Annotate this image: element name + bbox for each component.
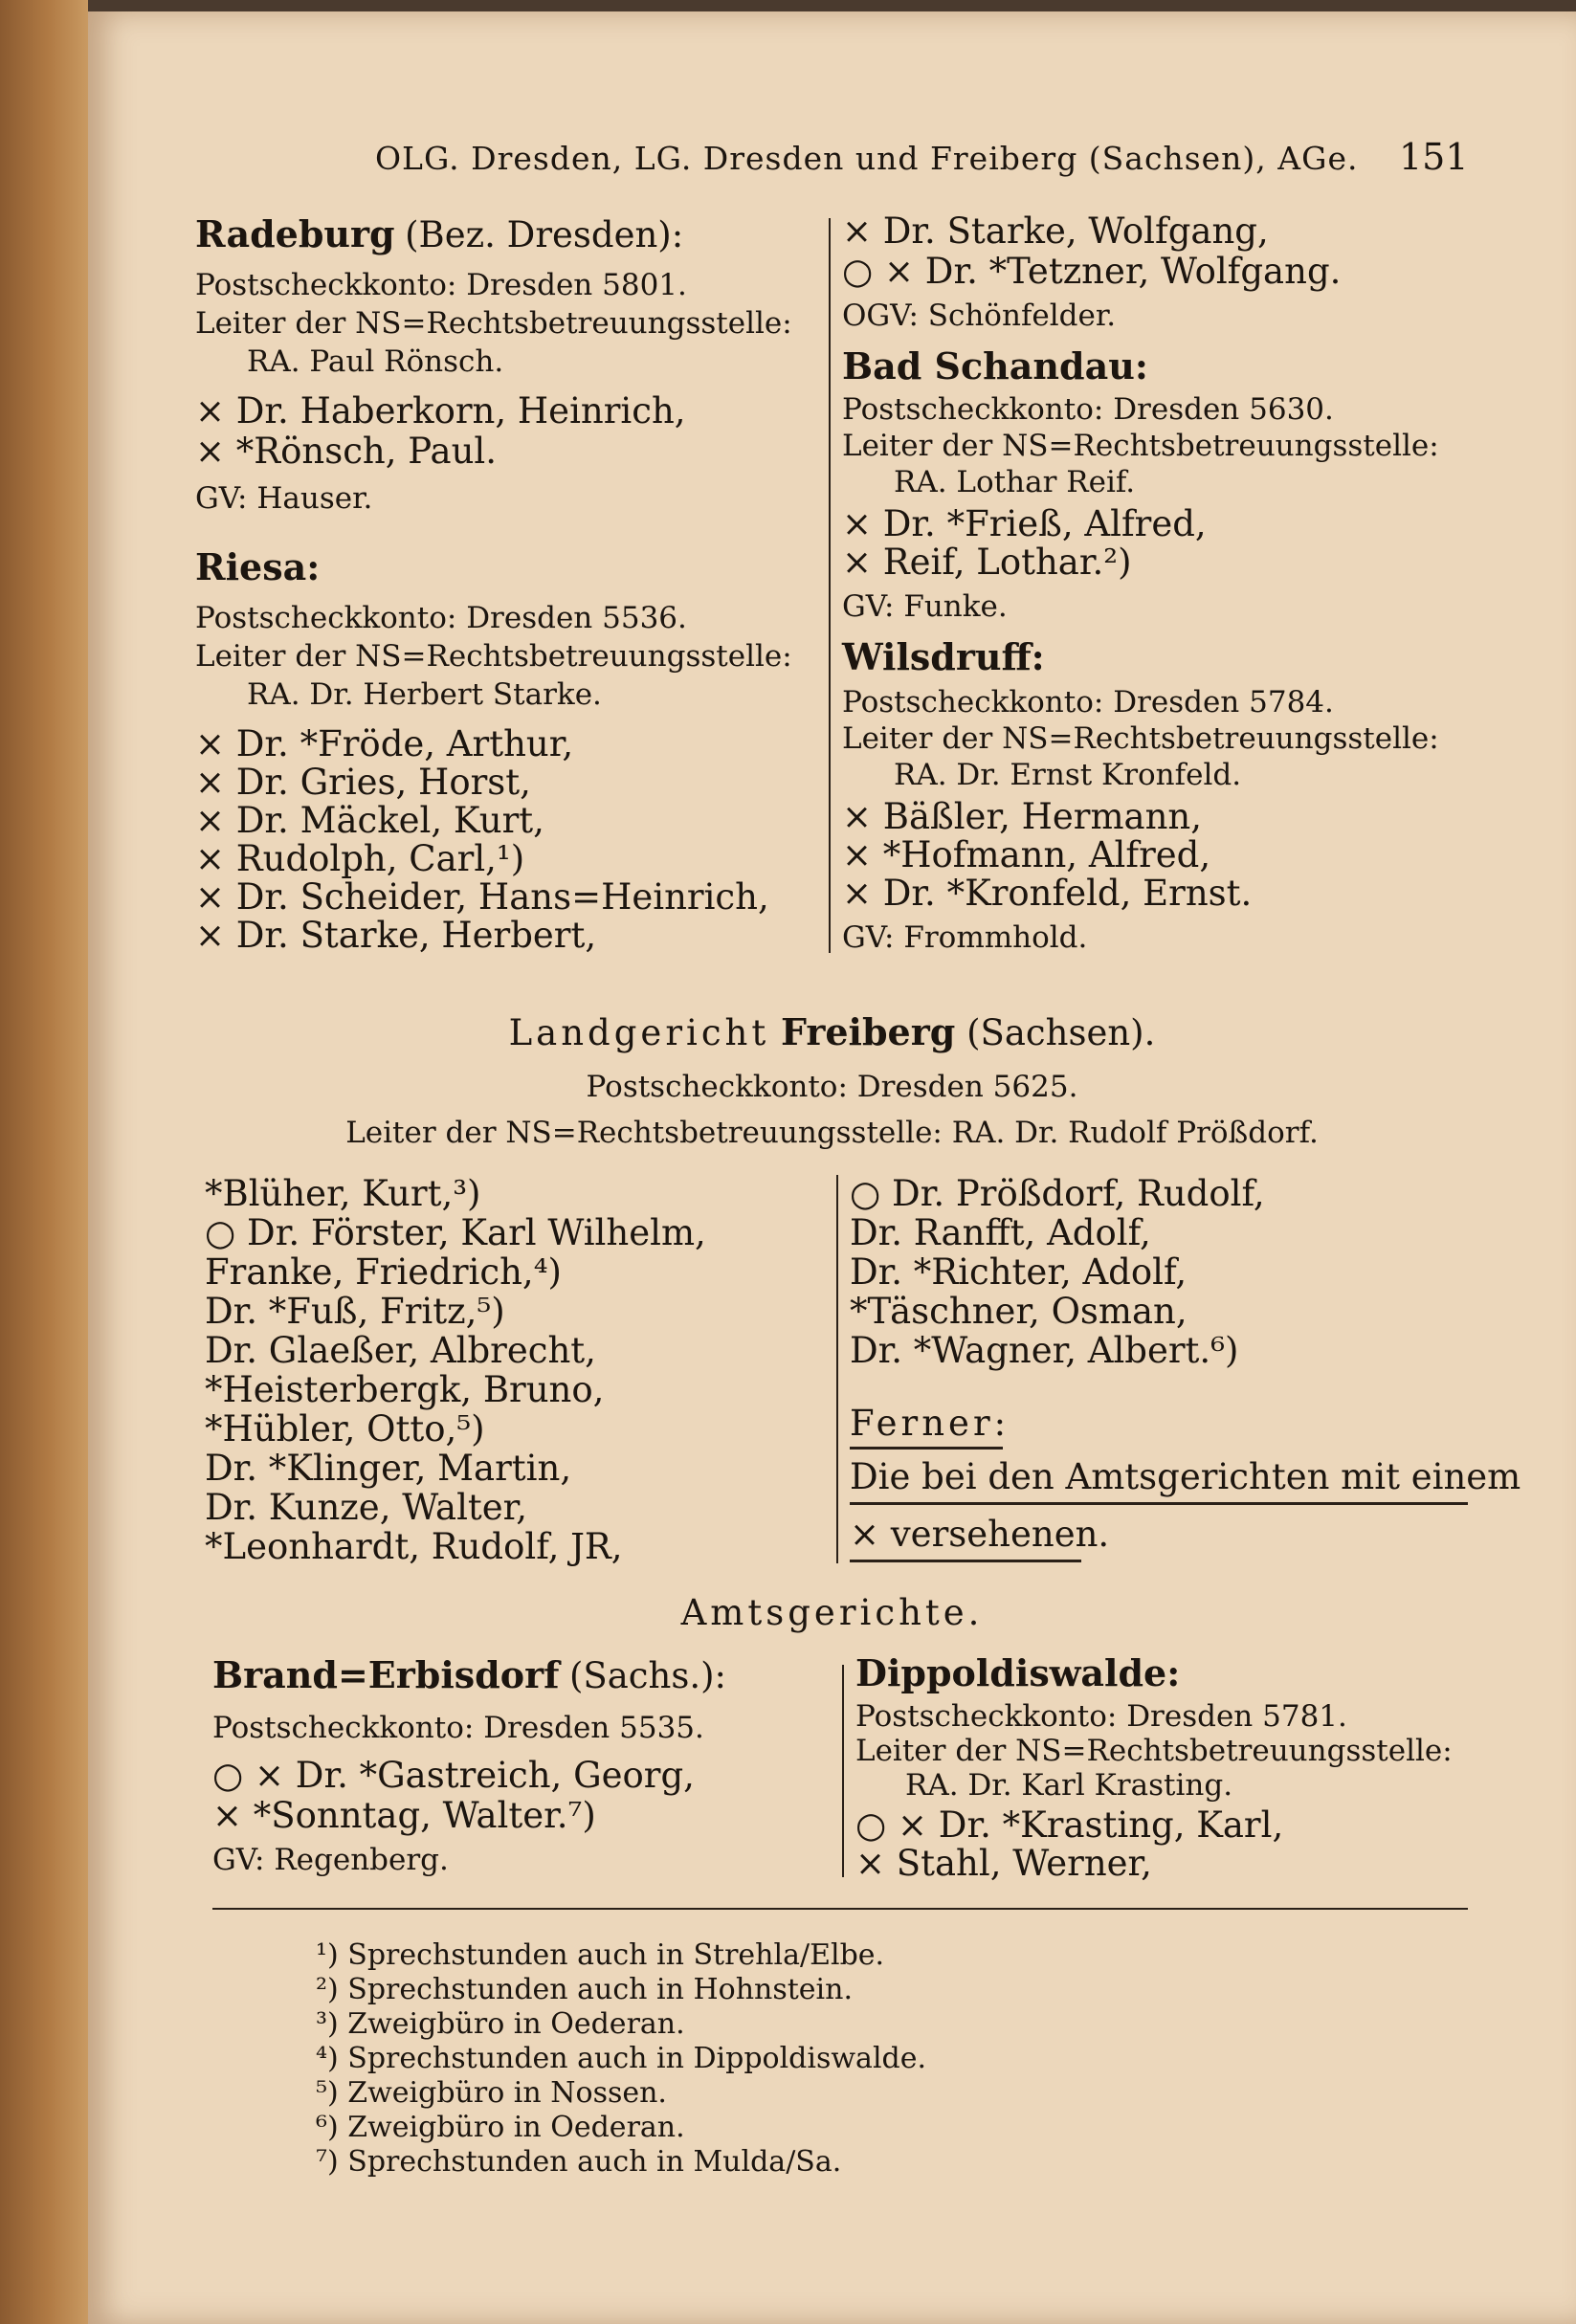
district: (Bez. Dresden):	[405, 214, 684, 255]
city-name: Freiberg	[781, 1010, 956, 1053]
lawyer-entry: × Bäßler, Hermann,	[842, 796, 1203, 837]
postcheck: Postscheckkonto: Dresden 5535.	[212, 1711, 704, 1745]
lawyer-entry: × Stahl, Werner,	[855, 1843, 1152, 1884]
lawyer-entry: *Leonhardt, Rudolf, JR,	[205, 1526, 623, 1567]
postcheck: Postscheckkonto: Dresden 5781.	[855, 1699, 1347, 1734]
lawyer-entry: ○ × Dr. *Tetzner, Wolfgang.	[842, 251, 1342, 292]
lawyer-entry: ○ Dr. Förster, Karl Wilhelm,	[205, 1212, 706, 1253]
lawyer-entry: ○ × Dr. *Gastreich, Georg,	[212, 1755, 695, 1796]
leader-label: Leiter der NS=Rechtsbetreuungsstelle:	[195, 306, 792, 341]
leader-label: Leiter der NS=Rechtsbetreuungsstelle:	[842, 721, 1439, 756]
leader-name: RA. Dr. Karl Krasting.	[905, 1768, 1233, 1803]
lawyer-entry: *Heisterbergk, Bruno,	[205, 1369, 605, 1410]
footnote: ²) Sprechstunden auch in Hohnstein.	[316, 1973, 853, 2006]
running-title: OLG. Dresden, LG. Dresden und Freiberg (Sachsen), AGe.	[375, 140, 1359, 177]
leader-name: RA. Lothar Reif.	[894, 465, 1136, 499]
landgericht-heading	[88, 1010, 1576, 1053]
lawyer-entry: × Dr. Starke, Wolfgang,	[842, 210, 1269, 252]
ferner-text: Die bei den Amtsgerichten mit einem	[850, 1456, 1521, 1497]
city-name: Brand=Erbisdorf	[212, 1653, 560, 1696]
lawyer-entry: *Hübler, Otto,⁵)	[205, 1408, 485, 1450]
lawyer-entry: *Blüher, Kurt,³)	[205, 1173, 481, 1214]
lawyer-entry: × Dr. *Fröde, Arthur,	[195, 723, 574, 764]
lawyer-entry: × Dr. Mäckel, Kurt,	[195, 800, 544, 841]
riesa-heading: Riesa:	[195, 545, 321, 588]
lawyer-entry: × Dr. Starke, Herbert,	[195, 915, 597, 956]
lawyer-entry: *Täschner, Osman,	[850, 1291, 1188, 1332]
gv: GV: Hauser.	[195, 481, 373, 516]
ogv: OGV: Schönfelder.	[842, 299, 1117, 333]
wilsdruff-heading: Wilsdruff:	[842, 635, 1045, 678]
lawyer-entry: × Dr. Gries, Horst,	[195, 762, 531, 803]
lawyer-entry: ○ × Dr. *Krasting, Karl,	[855, 1804, 1284, 1846]
postcheck: Postscheckkonto: Dresden 5630.	[842, 392, 1334, 427]
column-divider	[836, 1175, 838, 1563]
lawyer-entry: × Dr. Scheider, Hans=Heinrich,	[195, 876, 769, 918]
lawyer-entry: Dr. Glaeßer, Albrecht,	[205, 1330, 596, 1371]
lawyer-entry: × Dr. Haberkorn, Heinrich,	[195, 390, 686, 432]
landgericht-postcheck: Postscheckkonto: Dresden 5625.	[586, 1070, 1078, 1104]
landgericht-leader: Leiter der NS=Rechtsbetreuungsstelle: RA. Dr. Rudolf Prößdorf.	[345, 1116, 1319, 1150]
footnote: ⁶) Zweigbüro in Oederan.	[316, 2111, 685, 2144]
lawyer-entry: Dr. Ranfft, Adolf,	[850, 1212, 1151, 1253]
lawyer-entry: × Dr. *Frieß, Alfred,	[842, 503, 1207, 544]
column-divider	[842, 1665, 844, 1877]
leader-label: Leiter der NS=Rechtsbetreuungsstelle:	[195, 639, 792, 674]
footnote: ³) Zweigbüro in Oederan.	[316, 2007, 685, 2041]
postcheck: Postscheckkonto: Dresden 5784.	[842, 685, 1334, 719]
gv: GV: Regenberg.	[212, 1843, 449, 1877]
column-divider	[829, 218, 831, 953]
city-name: Radeburg	[195, 212, 395, 255]
lawyer-entry: × *Rönsch, Paul.	[195, 431, 498, 472]
brand-heading	[212, 1653, 726, 1696]
postcheck: Postscheckkonto: Dresden 5801.	[195, 268, 687, 302]
lawyer-entry: Dr. *Fuß, Fritz,⁵)	[205, 1291, 505, 1332]
leader-label: Leiter der NS=Rechtsbetreuungsstelle:	[855, 1734, 1453, 1768]
lawyer-entry: × *Sonntag, Walter.⁷)	[212, 1795, 596, 1836]
footnote: ⁷) Sprechstunden auch in Mulda/Sa.	[316, 2145, 842, 2179]
state: (Sachs.):	[568, 1655, 727, 1696]
footnote-rule	[212, 1908, 1468, 1910]
lawyer-entry: × *Hofmann, Alfred,	[842, 834, 1211, 875]
underline	[850, 1502, 1468, 1505]
amtsgerichte-heading: Amtsgerichte.	[680, 1592, 984, 1633]
bad-schandau-heading: Bad Schandau:	[842, 344, 1148, 387]
footnote: ⁵) Zweigbüro in Nossen.	[316, 2076, 667, 2110]
footnote: ⁴) Sprechstunden auch in Dippoldiswalde.	[316, 2042, 927, 2075]
leader-name: RA. Paul Rönsch.	[247, 344, 504, 379]
gv: GV: Frommhold.	[842, 920, 1088, 955]
leader-name: RA. Dr. Ernst Kronfeld.	[894, 758, 1242, 792]
lawyer-entry: × Dr. *Kronfeld, Ernst.	[842, 873, 1253, 914]
lawyer-entry: Dr. *Richter, Adolf,	[850, 1251, 1188, 1293]
lawyer-entry: Dr. *Wagner, Albert.⁶)	[850, 1330, 1239, 1371]
postcheck: Postscheckkonto: Dresden 5536.	[195, 601, 687, 635]
lawyer-entry: ○ Dr. Prößdorf, Rudolf,	[850, 1173, 1265, 1214]
radeburg-heading	[195, 212, 683, 255]
state: (Sachsen).	[966, 1012, 1156, 1053]
dippoldiswalde-heading: Dippoldiswalde:	[855, 1651, 1181, 1694]
lawyer-entry: Dr. Kunze, Walter,	[205, 1487, 528, 1528]
gv: GV: Funke.	[842, 589, 1008, 624]
leader-name: RA. Dr. Herbert Starke.	[247, 677, 602, 712]
landgericht-label: Landgericht	[508, 1012, 770, 1053]
page-number: 151	[1399, 136, 1469, 178]
ferner-text: × versehenen.	[850, 1514, 1110, 1555]
underline	[850, 1560, 1081, 1562]
underline	[850, 1447, 1003, 1450]
leader-label: Leiter der NS=Rechtsbetreuungsstelle:	[842, 429, 1439, 463]
ferner-label: Ferner:	[850, 1403, 1010, 1444]
lawyer-entry: × Rudolph, Carl,¹)	[195, 838, 525, 879]
lawyer-entry: Franke, Friedrich,⁴)	[205, 1251, 562, 1293]
lawyer-entry: Dr. *Klinger, Martin,	[205, 1448, 572, 1489]
footnote: ¹) Sprechstunden auch in Strehla/Elbe.	[316, 1938, 885, 1972]
lawyer-entry: × Reif, Lothar.²)	[842, 542, 1132, 583]
